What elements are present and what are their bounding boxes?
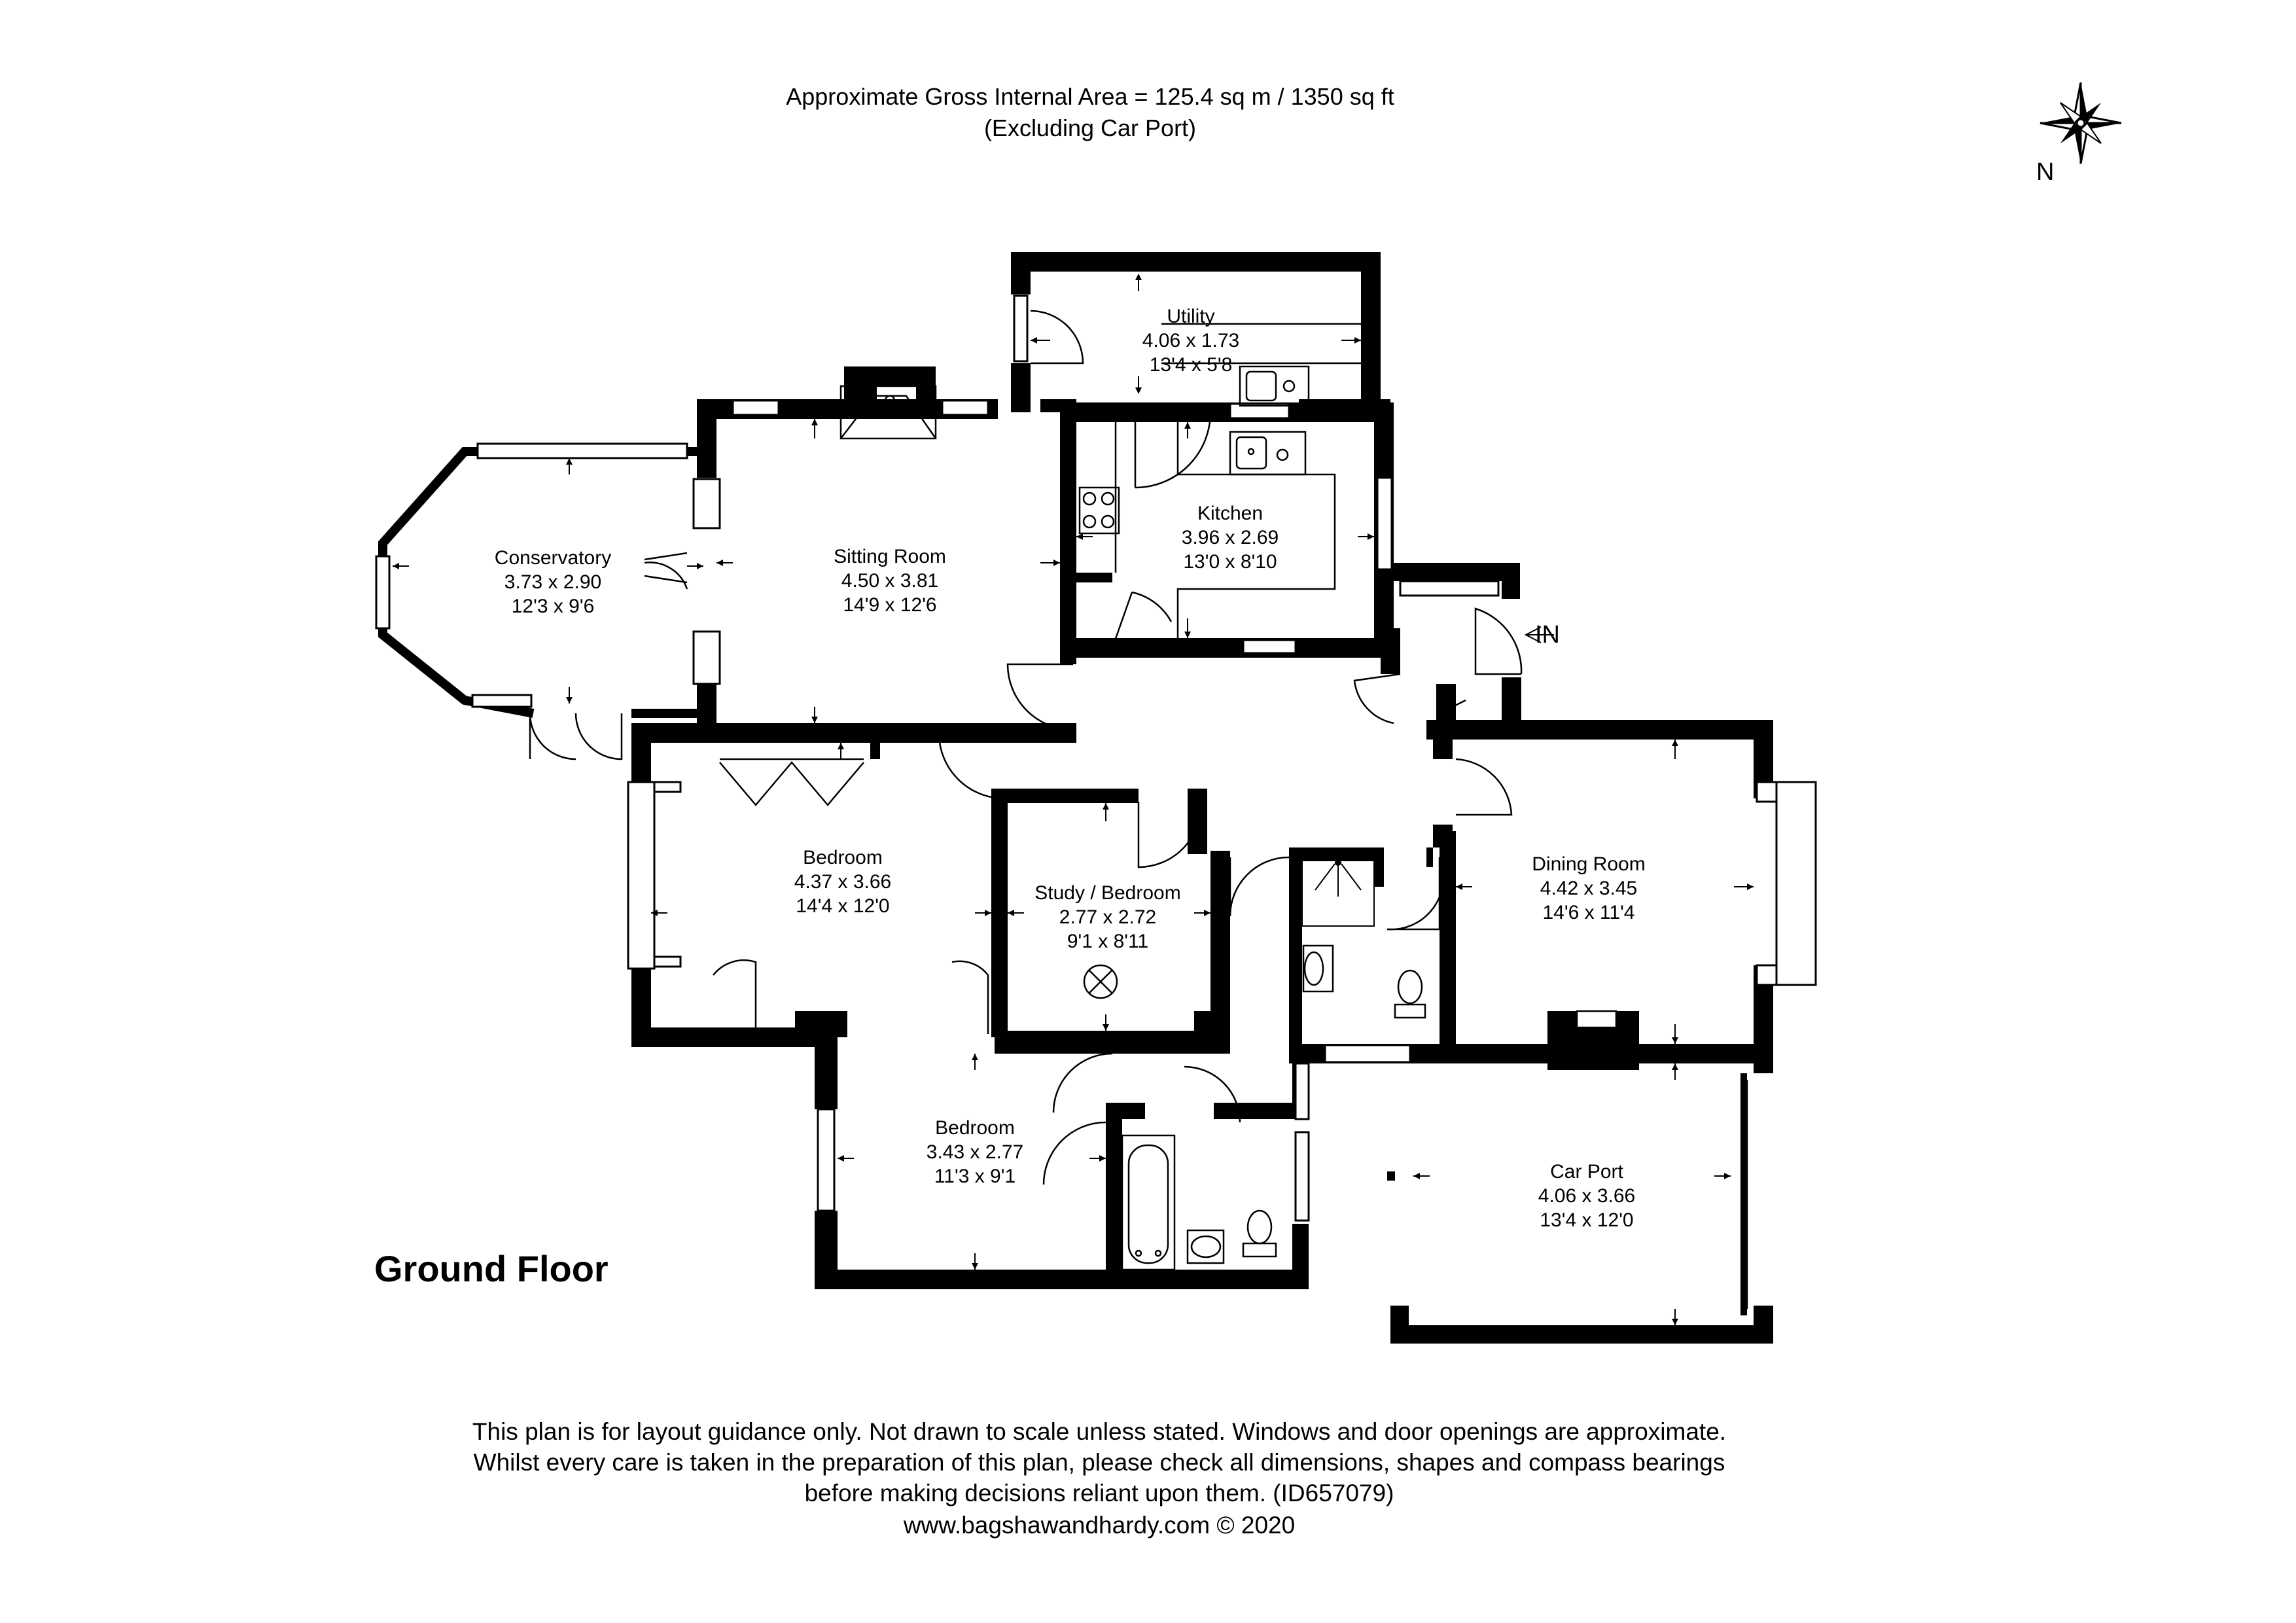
room-imperial: 11'3 x 9'1	[934, 1166, 1016, 1187]
room-imperial: 12'3 x 9'6	[511, 596, 595, 617]
compass-rose-icon	[2040, 82, 2121, 164]
room-metric: 3.96 x 2.69	[1181, 527, 1279, 548]
room-name: Study / Bedroom	[1034, 882, 1181, 904]
room-metric: 4.06 x 3.66	[1538, 1185, 1636, 1207]
room-bedroom-2	[927, 1117, 1023, 1187]
room-name: Kitchen	[1197, 503, 1263, 524]
north-label: N	[2036, 158, 2055, 186]
room-metric: 4.50 x 3.81	[841, 570, 939, 592]
fireplace-dining	[1577, 1011, 1616, 1027]
room-metric: 4.06 x 1.73	[1142, 330, 1240, 351]
room-imperial: 9'1 x 8'11	[1067, 931, 1149, 952]
room-name: Car Port	[1550, 1161, 1623, 1183]
bathroom-toilet-icon	[1243, 1211, 1276, 1257]
room-metric: 4.42 x 3.45	[1540, 878, 1638, 899]
utility-sink-icon	[1240, 366, 1309, 406]
toilet-icon	[1395, 971, 1425, 1018]
room-metric: 3.43 x 2.77	[926, 1141, 1024, 1163]
room-sitting	[834, 546, 946, 616]
room-metric: 4.37 x 3.66	[794, 871, 892, 893]
room-conservatory	[495, 547, 611, 617]
kitchen-sink-icon	[1230, 432, 1305, 474]
hob-icon	[1080, 488, 1119, 533]
bathroom-basin-icon	[1188, 1230, 1224, 1263]
washbasin-icon	[1303, 946, 1333, 991]
gross-area-text: Approximate Gross Internal Area = 125.4 sq m / 1350 sq ft	[786, 83, 1394, 110]
room-imperial: 14'4 x 12'0	[796, 895, 890, 917]
room-imperial: 14'9 x 12'6	[843, 594, 937, 616]
room-carport	[1538, 1161, 1635, 1231]
shower-icon	[1302, 860, 1374, 926]
floor-label: Ground Floor	[374, 1248, 609, 1289]
room-bedroom-1	[794, 847, 891, 917]
car-port-post	[1387, 1171, 1395, 1181]
light-fitting-icon	[1084, 965, 1117, 998]
room-metric: 2.77 x 2.72	[1059, 906, 1157, 928]
bath-icon	[1122, 1135, 1174, 1270]
room-metric: 3.73 x 2.90	[504, 571, 602, 593]
room-imperial: 13'4 x 5'8	[1149, 354, 1233, 376]
room-imperial: 14'6 x 11'4	[1542, 902, 1635, 923]
entrance-label: IN	[1535, 621, 1560, 649]
room-name: Conservatory	[494, 547, 612, 569]
room-study	[1034, 882, 1180, 952]
room-name: Dining Room	[1532, 853, 1646, 875]
disclaimer-line-2: Whilst every care is taken in the preparation of this plan, please check all dimensions, shapes and compass bearings	[473, 1449, 1725, 1476]
room-imperial: 13'0 x 8'10	[1183, 551, 1277, 573]
room-name: Utility	[1167, 306, 1215, 327]
website-copyright[interactable]: www.bagshawandhardy.com © 2020	[903, 1512, 1296, 1539]
room-utility	[1142, 306, 1239, 376]
room-dining	[1532, 853, 1645, 923]
disclaimer-line-1: This plan is for layout guidance only. Not drawn to scale unless stated. Windows and door openings are approximate.	[472, 1418, 1727, 1445]
room-kitchen	[1182, 503, 1279, 573]
room-name: Bedroom	[935, 1117, 1015, 1139]
disclaimer-line-3: before making decisions reliant upon them. (ID657079)	[804, 1480, 1394, 1507]
room-imperial: 13'4 x 12'0	[1540, 1209, 1634, 1231]
room-name: Sitting Room	[834, 546, 946, 567]
room-name: Bedroom	[803, 847, 883, 868]
exclusion-note: (Excluding Car Port)	[983, 115, 1197, 141]
